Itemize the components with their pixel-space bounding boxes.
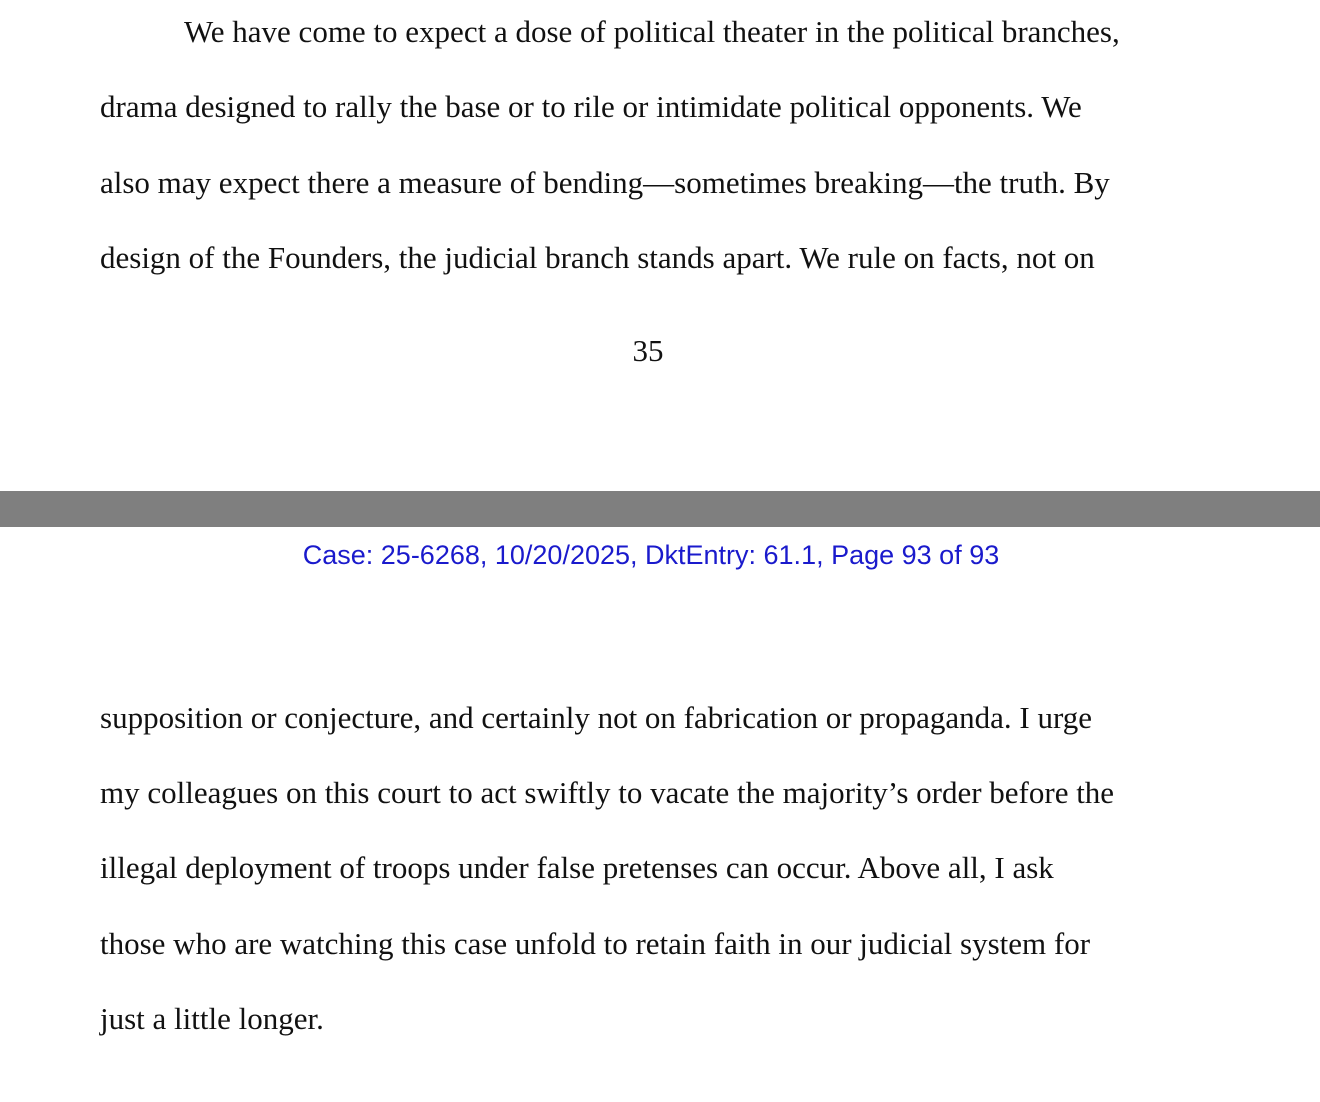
paragraph-line-4: design of the Founders, the judicial branch stands apart. We rule on facts, not on bbox=[100, 240, 1095, 275]
paragraph-line-7: illegal deployment of troops under false pretenses can occur. Above all, I ask bbox=[100, 850, 1054, 885]
paragraph-line-9: just a little longer. bbox=[100, 1001, 324, 1036]
paragraph-line-1: We have come to expect a dose of political theater in the political branches, bbox=[184, 14, 1120, 49]
page-divider bbox=[0, 491, 1320, 527]
document-page-bottom bbox=[0, 527, 1320, 1102]
paragraph-line-5: supposition or conjecture, and certainly not on fabrication or propaganda. I urge bbox=[100, 700, 1092, 735]
paragraph-line-8: those who are watching this case unfold to retain faith in our judicial system for bbox=[100, 926, 1091, 961]
paragraph-line-6: my colleagues on this court to act swiftly to vacate the majority’s order before the bbox=[100, 775, 1115, 810]
document-page-top bbox=[0, 0, 1320, 491]
paragraph-line-2: drama designed to rally the base or to rile or intimidate political opponents. We bbox=[100, 89, 1082, 124]
case-header: Case: 25-6268, 10/20/2025, DktEntry: 61.1, Page 93 of 93 bbox=[302, 540, 1000, 570]
paragraph-line-3: also may expect there a measure of bending—sometimes breaking—the truth. By bbox=[100, 165, 1110, 200]
page-number: 35 bbox=[632, 333, 664, 368]
